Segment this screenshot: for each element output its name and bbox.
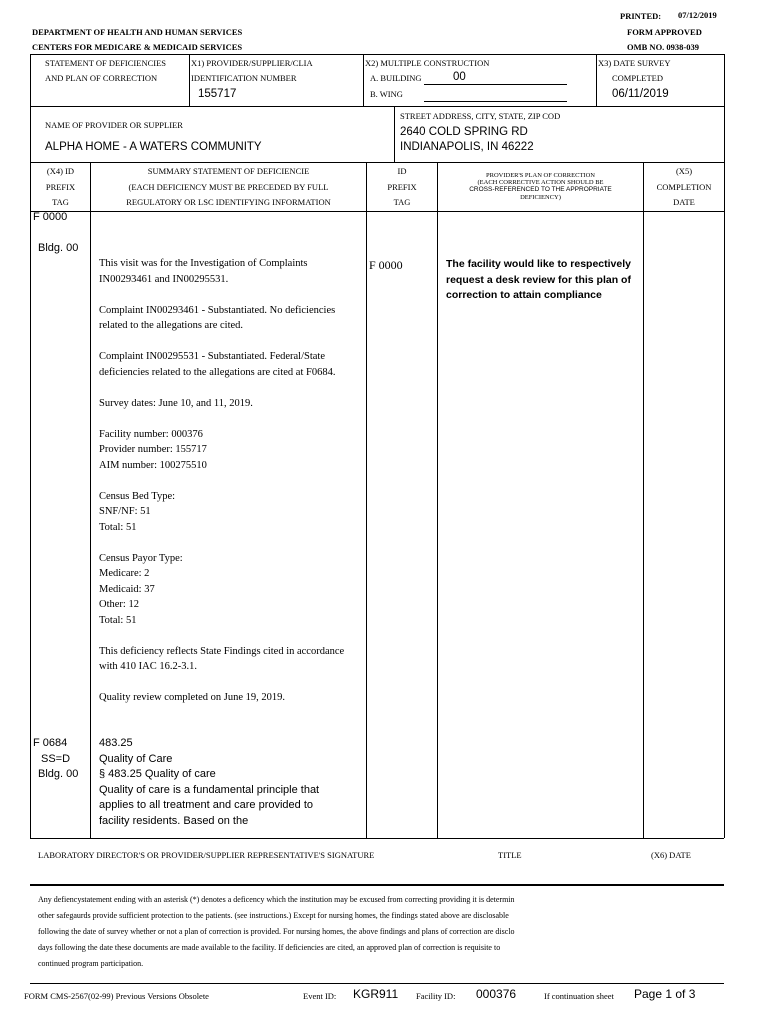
printed-label: PRINTED: bbox=[620, 11, 662, 21]
building-label: A. BUILDING bbox=[370, 73, 422, 83]
summary-paragraph: Complaint IN00293461 - Substantiated. No deficiencies related to the allegations are cited. bbox=[99, 304, 336, 331]
summary-paragraph: This deficiency reflects State Findings cited in accordance with 410 IAC 16.2-3.1. bbox=[99, 645, 345, 672]
plan-header-4: DEFICIENCY) bbox=[520, 194, 561, 201]
summary-statement bbox=[99, 256, 361, 721]
summary-paragraph: Facility number: 000376 Provider number: 155717 AIM number: 100275510 bbox=[99, 428, 207, 471]
plan-header-2: (EACH CORRECTIVE ACTION SHOULD BE bbox=[477, 179, 604, 186]
f0684-line: facility residents. Based on the bbox=[99, 814, 249, 827]
x2-label: X2) MULTIPLE CONSTRUCTION bbox=[365, 58, 490, 68]
x4-header-3: TAG bbox=[52, 197, 69, 207]
wing-label: B. WING bbox=[370, 89, 403, 99]
divider-x3 bbox=[596, 54, 597, 106]
divider-x1 bbox=[189, 54, 190, 106]
omb-number: OMB NO. 0938-039 bbox=[627, 42, 700, 52]
centers-name: CENTERS FOR MEDICARE & MEDICAID SERVICES bbox=[32, 42, 243, 52]
col-divider-2 bbox=[366, 162, 367, 838]
department-name: DEPARTMENT OF HEALTH AND HUMAN SERVICES bbox=[32, 27, 243, 37]
disclaimer-line: days following the date these documents are made available to the facility. If deficiencies are cited, an approved plan of correction is requisite to bbox=[38, 943, 501, 952]
summary-paragraph: Census Bed Type: SNF/NF: 51 Total: 51 bbox=[99, 490, 176, 533]
title-label: TITLE bbox=[498, 850, 522, 860]
f0684-line: Quality of Care bbox=[99, 752, 173, 765]
plan-header-3: CROSS-REFERENCED TO THE APPROPRIATE bbox=[469, 186, 612, 193]
divider-address bbox=[394, 106, 395, 162]
f0684-line: applies to all treatment and care provided to bbox=[99, 799, 314, 811]
col-divider-3 bbox=[437, 162, 438, 838]
statement-label: STATEMENT OF DEFICIENCIES bbox=[45, 58, 167, 68]
plan-header-1: PROVIDER'S PLAN OF CORRECTION bbox=[486, 172, 595, 179]
printed-date: 07/12/2019 bbox=[678, 10, 717, 20]
x5-header-3: DATE bbox=[673, 197, 695, 207]
summary-paragraph: This visit was for the Investigation of Complaints IN00293461 and IN00295531. bbox=[99, 258, 308, 285]
facility-id-label: Facility ID: bbox=[416, 991, 456, 1001]
summary-header-1: SUMMARY STATEMENT OF DEFICIENCIE bbox=[147, 166, 310, 176]
id-header-2: PREFIX bbox=[387, 182, 417, 192]
x1-label: X1) PROVIDER/SUPPLIER/CLIA bbox=[191, 58, 313, 68]
disclaimer-line: Any defiencystatement ending with an asterisk (*) denotes a deficency which the institution may be excused from correcting providing it is determin bbox=[38, 895, 515, 904]
x4-header-2: PREFIX bbox=[45, 182, 76, 192]
provider-name-value: ALPHA HOME - A WATERS COMMUNITY bbox=[45, 141, 262, 153]
disclaimer-line: following the date of survey whether or not a plan of correction is provided. For nursing homes, the above findings and plans of correction are disclo bbox=[38, 927, 515, 936]
id-header-1: ID bbox=[397, 166, 407, 176]
event-id-label: Event ID: bbox=[303, 991, 337, 1001]
form-approved: FORM APPROVED bbox=[627, 27, 702, 37]
x5-header-1: (X5) bbox=[675, 166, 693, 176]
col-divider-1 bbox=[90, 162, 91, 838]
x1-sub-label: IDENTIFICATION NUMBER bbox=[191, 73, 297, 83]
header-top-rule bbox=[30, 54, 724, 55]
col-divider-4 bbox=[643, 162, 644, 838]
prefix-tag-f0000: F 0000 bbox=[33, 211, 68, 223]
f0684-text bbox=[99, 736, 361, 829]
plan-of-correction-label: AND PLAN OF CORRECTION bbox=[45, 73, 158, 83]
address-line2: INDIANAPOLIS, IN 46222 bbox=[400, 141, 534, 153]
summary-header-2: (EACH DEFICIENCY MUST BE PRECEDED BY FULL bbox=[128, 182, 329, 192]
header-bottom-rule bbox=[30, 162, 724, 163]
event-id-value: KGR911 bbox=[353, 987, 399, 1001]
f0684-line: Quality of care is a fundamental principle that bbox=[99, 783, 320, 796]
x3-label: X3) DATE SURVEY bbox=[598, 58, 671, 68]
summary-paragraph: Quality review completed on June 19, 2019. bbox=[99, 692, 286, 703]
summary-paragraph: Census Payor Type: Medicare: 2 Medicaid: 37 Other: 12 Total: 51 bbox=[99, 552, 183, 626]
summary-paragraph: Complaint IN00295531 - Substantiated. Federal/State deficiencies related to the allegations are cited at F0684. bbox=[99, 351, 336, 378]
building-underline bbox=[424, 84, 567, 85]
column-header-rule bbox=[30, 211, 724, 212]
plan-id-tag: F 0000 bbox=[369, 258, 403, 272]
disclaimer bbox=[38, 892, 728, 972]
page-number: Page 1 of 3 bbox=[634, 987, 696, 1001]
address-line1: 2640 COLD SPRING RD bbox=[400, 126, 528, 138]
building-tag-1: Bldg. 00 bbox=[38, 242, 79, 254]
address-label: STREET ADDRESS, CITY, STATE, ZIP COD bbox=[400, 111, 561, 121]
survey-date-value: 06/11/2019 bbox=[612, 88, 669, 100]
prefix-tag-f0684: F 0684 bbox=[33, 737, 68, 749]
x4-header-1: (X4) ID bbox=[46, 166, 75, 176]
provider-id-value: 155717 bbox=[198, 88, 237, 100]
summary-paragraph: Survey dates: June 10, and 11, 2019. bbox=[99, 397, 253, 409]
wing-underline bbox=[424, 101, 567, 102]
disclaimer-line: other safegaurds provide sufficient protection to the patients. (see instructions.) Except for nursing homes, the findings stated above are disclosable bbox=[38, 911, 509, 920]
continuation-label: If continuation sheet bbox=[544, 991, 614, 1001]
x3-sub-label: COMPLETED bbox=[612, 73, 663, 83]
form-right-border bbox=[724, 54, 725, 838]
f0684-line: 483.25 bbox=[99, 737, 133, 749]
footer-rule bbox=[30, 983, 724, 984]
header-mid-rule bbox=[30, 106, 724, 107]
provider-name-label: NAME OF PROVIDER OR SUPPLIER bbox=[45, 120, 183, 130]
disclaimer-line: continued program participation. bbox=[38, 959, 144, 968]
scope-severity: SS=D bbox=[41, 753, 71, 765]
summary-header-3: REGULATORY OR LSC IDENTIFYING INFORMATION bbox=[126, 197, 331, 207]
x5-header-2: COMPLETION bbox=[656, 182, 712, 192]
form-bottom-rule bbox=[30, 838, 724, 839]
signature-rule bbox=[30, 884, 724, 886]
building-value: 00 bbox=[453, 71, 466, 83]
signature-label: LABORATORY DIRECTOR'S OR PROVIDER/SUPPLIER REPRESENTATIVE'S SIGNATURE bbox=[38, 850, 375, 860]
f0684-line: § 483.25 Quality of care bbox=[99, 768, 216, 780]
plan-of-correction-text: The facility would like to respectively request a desk review for this plan of correction to attain compliance bbox=[446, 258, 631, 301]
building-tag-2: Bldg. 00 bbox=[38, 768, 79, 780]
x6-date-label: (X6) DATE bbox=[651, 850, 691, 860]
id-header-3: TAG bbox=[393, 197, 411, 207]
form-number: FORM CMS-2567(02-99) Previous Versions Obsolete bbox=[24, 991, 209, 1001]
facility-id-value: 000376 bbox=[476, 987, 517, 1001]
divider-x2 bbox=[363, 54, 364, 106]
